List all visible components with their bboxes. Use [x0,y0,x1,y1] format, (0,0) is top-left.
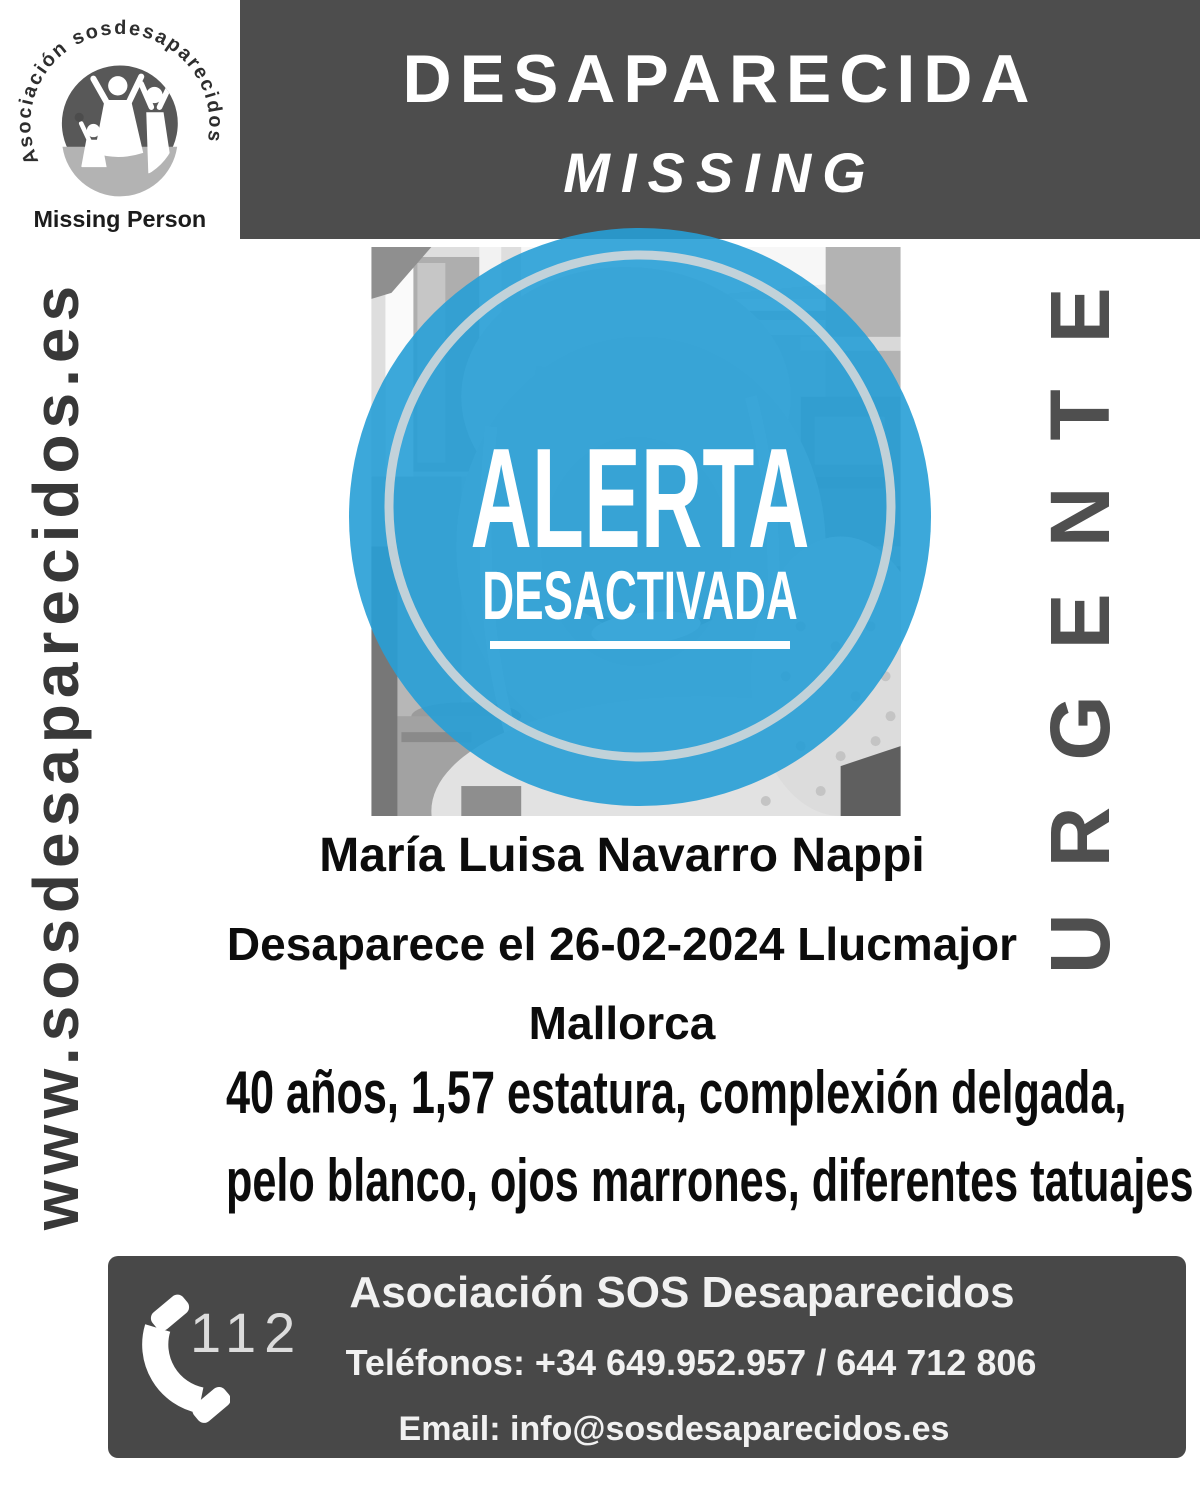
disappearance-line1: Desaparece el 26-02-2024 Llucmajor [226,918,1018,970]
alert-line1: ALERTA [470,418,810,578]
poster-subtitle: MISSING [563,141,877,204]
alert-line2: DESACTIVADA [482,558,798,635]
logo-caption: Missing Person [33,206,207,233]
person-name: María Luisa Navarro Nappi [319,829,925,882]
website-vertical-text: www.sosdesaparecidos.es [20,279,92,1231]
disappearance-line2: Mallorca [528,997,716,1049]
footer-contact-banner [108,1256,1186,1458]
alert-underline [490,641,790,649]
footer-email: Email: info@sosdesaparecidos.es [398,1410,950,1448]
footer-phones: Teléfonos: +34 649.952.957 / 644 712 806 [345,1342,1037,1383]
top-banner [240,0,1200,239]
description-line2: pelo blanco, ojos marrones, diferentes tatuajes [225,1147,1194,1214]
logo-arc-text: Asociación sosdesaparecidos [13,18,227,168]
emergency-number: 112 [190,1301,304,1364]
description-line1: 40 años, 1,57 estatura, complexión delgada, [225,1059,1127,1126]
footer-org-name: Asociación SOS Desaparecidos [349,1268,1015,1317]
poster-title: DESAPARECIDA [402,41,1038,117]
urgente-vertical-label: URGENTE [1033,241,1127,974]
alert-deactivated-overlay [348,225,932,809]
association-logo-icon [8,18,252,238]
